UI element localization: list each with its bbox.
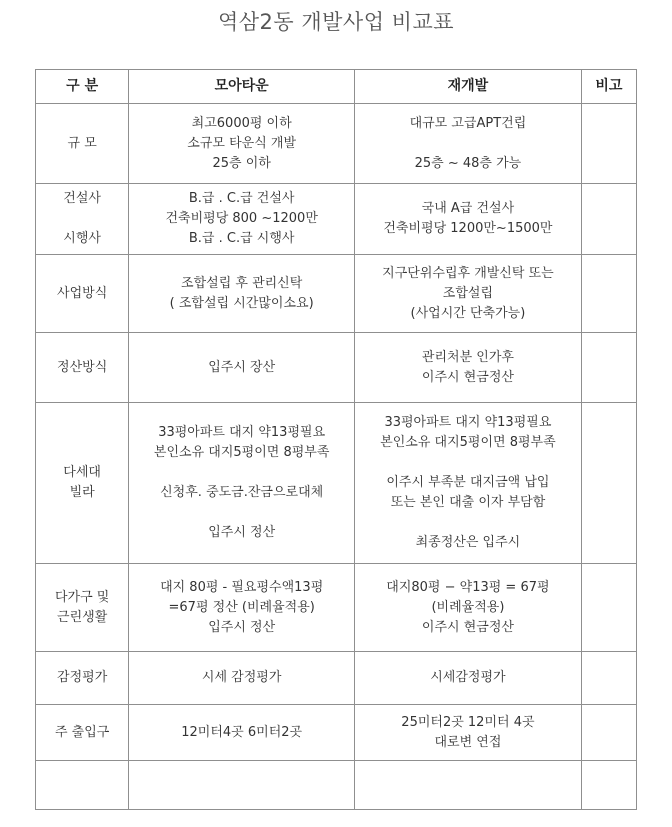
moa-town-cell: [129, 184, 355, 255]
remarks-cell: [581, 333, 636, 403]
cell-line: 건설사: [63, 191, 101, 206]
redevelopment-cell: [355, 333, 582, 403]
cell-line: 근린생활: [57, 609, 108, 625]
cell-line: 정산방식: [57, 359, 108, 375]
redevelopment-cell: [355, 652, 582, 705]
cell-line: 대지 80평 - 필요평수액13평: [160, 579, 324, 595]
table-row: [36, 255, 637, 333]
cell-line: 12미터4곳 6미터2곳: [181, 724, 303, 740]
moa-town-cell: [129, 255, 355, 333]
remarks-cell: [581, 104, 636, 184]
cell-line: 다가구 및: [54, 589, 110, 605]
cell-line: B.급 . C.급 시행사: [188, 231, 295, 246]
cell-line: 대규모 고급APT건립: [409, 115, 527, 131]
cell-line: 25층 ~ 48층 가능: [414, 155, 522, 171]
redevelopment-cell: [355, 104, 582, 184]
redevelopment-cell: [355, 403, 582, 564]
cell-line: 최종정산은 입주시: [415, 535, 521, 550]
cell-line: ( 조합설립 시간많이소요): [169, 295, 314, 311]
cell-line: 입주시 정산: [208, 525, 276, 540]
cell-line: [355, 134, 581, 154]
moa-town-cell: [129, 652, 355, 705]
cell-line: [129, 463, 354, 483]
row-label-cell: [36, 333, 129, 403]
header-category: 구 분: [36, 70, 129, 104]
cell-line: 신청후. 중도금.잔금으로대체: [160, 485, 324, 500]
row-label-cell: [36, 104, 129, 184]
cell-line: 입주시 정산: [208, 619, 276, 635]
cell-line: 지구단위수립후 개발신탁 또는: [382, 265, 554, 281]
remarks-cell: [581, 255, 636, 333]
remarks-cell: [581, 564, 636, 652]
remarks-cell: [581, 761, 636, 810]
cell-line: 대로변 연접: [434, 734, 502, 750]
cell-line: 25미터2곳 12미터 4곳: [401, 714, 535, 730]
table-header-row: [36, 70, 637, 104]
table-row: [36, 652, 637, 705]
row-label-cell: [36, 705, 129, 761]
cell-line: 다세대: [63, 465, 101, 480]
cell-line: 건축비평당 1200만~1500만: [383, 221, 553, 236]
cell-line: (비례율적용): [431, 599, 505, 615]
cell-line: 주 출입구: [54, 724, 110, 740]
cell-line: [355, 513, 581, 533]
table-row: [36, 184, 637, 255]
moa-town-cell: [129, 564, 355, 652]
cell-line: [355, 453, 581, 473]
remarks-cell: [581, 403, 636, 564]
cell-line: 빌라: [69, 485, 95, 500]
cell-line: 최고6000평 이하: [191, 115, 292, 131]
cell-line: 규 모: [67, 135, 97, 151]
moa-town-cell: [129, 333, 355, 403]
cell-line: 또는 본인 대출 이자 부담함: [390, 495, 546, 510]
table-row: [36, 761, 637, 810]
cell-line: 33평아파트 대지 약13평필요: [384, 415, 552, 430]
cell-line: 대지80평 − 약13평 = 67평: [386, 579, 550, 595]
cell-line: 감정평가: [57, 670, 108, 685]
cell-line: 사업방식: [57, 285, 108, 301]
cell-line: 조합설립: [442, 285, 494, 301]
table-row: [36, 333, 637, 403]
page-title: 역삼2동 개발사업 비교표: [217, 10, 455, 34]
cell-line: B.급 . C.급 건설사: [188, 191, 295, 206]
moa-town-cell: [129, 705, 355, 761]
cell-line: [36, 209, 128, 229]
header-moa-town: 모아타운: [129, 70, 355, 104]
cell-line: 국내 A급 건설사: [421, 201, 515, 216]
header-remarks: 비고: [581, 70, 636, 104]
row-label-cell: [36, 184, 129, 255]
cell-line: 이주시 현금정산: [421, 619, 514, 635]
cell-line: 건축비평당 800 ~1200만: [165, 211, 318, 226]
header-redevelopment: 재개발: [355, 70, 582, 104]
cell-line: (사업시간 단축가능): [410, 305, 526, 321]
cell-line: [129, 503, 354, 523]
redevelopment-cell: [355, 255, 582, 333]
cell-line: 관리처분 인가후: [421, 349, 514, 365]
cell-line: 조합설립 후 관리신탁: [181, 275, 303, 291]
cell-line: 이주시 현금정산: [421, 369, 514, 385]
moa-town-cell: [129, 761, 355, 810]
moa-town-cell: [129, 104, 355, 184]
table-row: [36, 403, 637, 564]
cell-line: 25층 이하: [212, 155, 271, 171]
cell-line: 소규모 타운식 개발: [187, 135, 297, 151]
table-body: [36, 104, 637, 810]
cell-line: 시행사: [63, 231, 101, 246]
cell-line: 본인소유 대지5평이면 8평부족: [380, 435, 556, 450]
remarks-cell: [581, 705, 636, 761]
table-row: [36, 564, 637, 652]
redevelopment-cell: [355, 705, 582, 761]
row-label-cell: [36, 761, 129, 810]
remarks-cell: [581, 652, 636, 705]
remarks-cell: [581, 184, 636, 255]
cell-line: 시세감정평가: [430, 670, 506, 685]
cell-line: 입주시 장산: [208, 359, 276, 375]
row-label-cell: [36, 652, 129, 705]
row-label-cell: [36, 564, 129, 652]
moa-town-cell: [129, 403, 355, 564]
cell-line: =67평 정산 (비례율적용): [168, 599, 315, 615]
cell-line: 본인소유 대지5평이면 8평부족: [153, 445, 330, 460]
row-label-cell: [36, 403, 129, 564]
row-label-cell: [36, 255, 129, 333]
cell-line: 시세 감정평가: [201, 670, 282, 685]
redevelopment-cell: [355, 564, 582, 652]
cell-line: 이주시 부족분 대지금액 납입: [386, 475, 550, 490]
table-row: [36, 104, 637, 184]
cell-line: 33평아파트 대지 약13평필요: [158, 425, 326, 440]
redevelopment-cell: [355, 184, 582, 255]
redevelopment-cell: [355, 761, 582, 810]
table-row: [36, 705, 637, 761]
comparison-table: [35, 69, 637, 810]
